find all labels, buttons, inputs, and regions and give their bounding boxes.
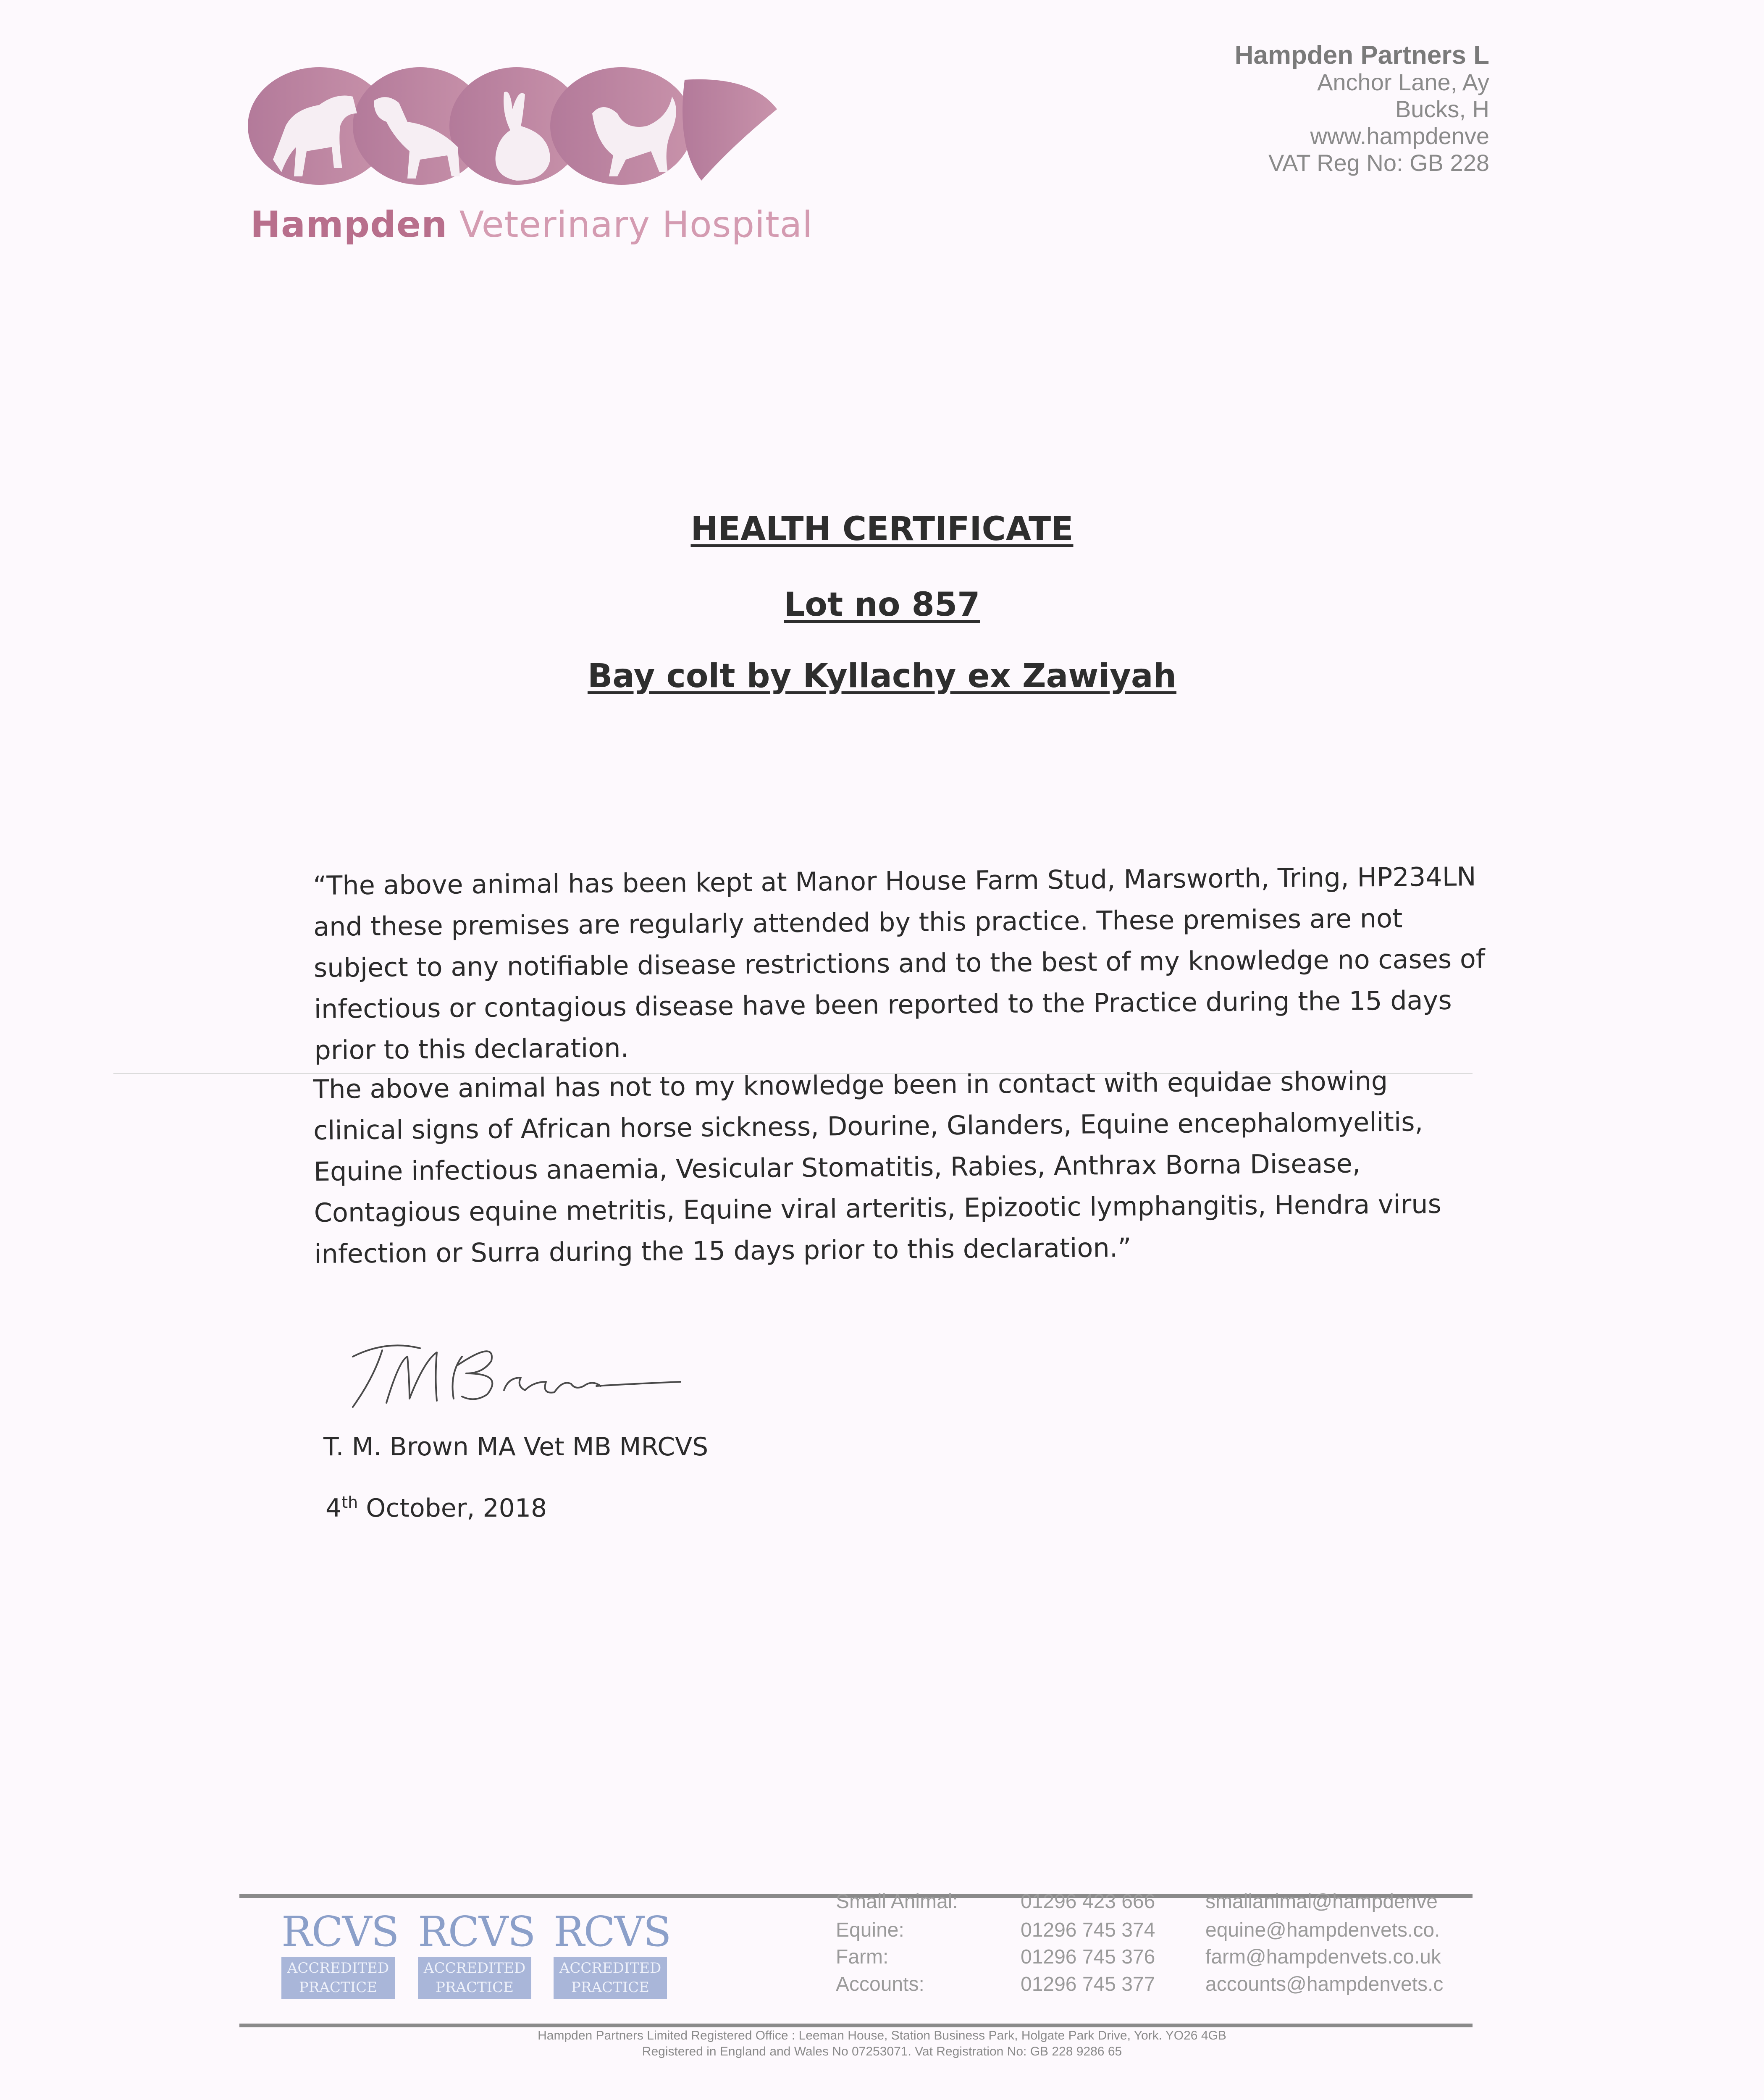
contact-phone-small-animal: 01296 423 666: [1021, 1890, 1155, 1913]
handwritten-signature: [336, 1323, 756, 1432]
contact-email-farm: farm@hampdenvets.co.uk: [1205, 1946, 1441, 1968]
date-month-year: October, 2018: [358, 1494, 547, 1523]
contact-email-equine: equine@hampdenvets.co.: [1205, 1919, 1440, 1941]
rcvs-mark: RCVS: [418, 1908, 535, 1956]
contact-label-accounts: Accounts:: [836, 1973, 924, 1995]
rcvs-accredited-badge: [281, 1909, 403, 2010]
logo-wordmark: [250, 204, 813, 246]
date-day: 4: [326, 1494, 342, 1523]
horse-description: Bay colt by Kyllachy ex Zawiyah: [587, 657, 1177, 695]
rcvs-mark: RCVS: [554, 1908, 671, 1956]
contact-email-small-animal: smallanimal@hampdenve: [1205, 1890, 1438, 1913]
footer-rule-bottom: [239, 2024, 1473, 2027]
signatory-name: T. M. Brown MA Vet MB MRCVS: [323, 1432, 709, 1462]
logo-name-light: Veterinary Hospital: [459, 204, 813, 246]
rcvs-mark: RCVS: [281, 1908, 399, 1956]
address-line-1: Anchor Lane, Ay: [1317, 69, 1489, 95]
declaration-paragraph-1: “The above animal has been kept at Manor House Farm Stud, Marsworth, Tring, HP234LN and these premises are regularly attended by this practice. These premises are not subject to any notifiable disease restrictions and to the best of my knowledge no cases of infectious or contagious disease have been reported to the Practice during the 15 days prior to this declaration.: [313, 861, 1485, 1066]
contact-phone-farm: 01296 745 376: [1021, 1946, 1155, 1968]
contact-email-accounts: accounts@hampdenvets.c: [1205, 1973, 1444, 1995]
company-address: [1195, 42, 1489, 176]
accredited-practice-label: [281, 1957, 395, 1999]
date-suffix: th: [341, 1493, 358, 1512]
vat-number: VAT Reg No: GB 228: [1268, 150, 1489, 176]
logo-name-bold: Hampden: [250, 204, 448, 246]
address-line-2: Bucks, H: [1395, 96, 1489, 122]
accredited-text: ACCREDITED: [287, 1960, 389, 1977]
lot-number: Lot no 857: [784, 586, 980, 624]
contact-phone-equine: 01296 745 374: [1021, 1919, 1155, 1941]
accredited-practice-label: [554, 1957, 667, 1999]
practice-text: PRACTICE: [299, 1979, 377, 1996]
contact-label-farm: Farm:: [836, 1946, 889, 1968]
accredited-text: ACCREDITED: [423, 1960, 526, 1977]
hampden-logo: [248, 63, 813, 260]
practice-text: PRACTICE: [571, 1979, 649, 1996]
certificate-date: [326, 1493, 547, 1523]
company-registration: Registered in England and Wales No 07253071. Vat Registration No: GB 228 9286 65: [642, 2045, 1122, 2058]
company-name: Hampden Partners L: [1234, 41, 1489, 70]
contact-label-small-animal: Small Animal:: [836, 1890, 958, 1913]
declaration-paragraph-2: The above animal has not to my knowledge been in contact with equidae showing clinical signs of African horse sickness, Dourine, Glanders, Equine encephalomyelitis, Equine infectious anaemia, Vesicular Stomatitis, Rabies, Anthrax Borna Disease, Contagious equine metritis, Equine viral arteritis, Epizootic lymphangitis, Hendra virus infection or Surra during the 15 days prior to this declaration.”: [313, 1065, 1442, 1269]
rcvs-accredited-badge: [554, 1909, 675, 2010]
animal-silhouettes-logo: [248, 63, 806, 202]
contact-label-equine: Equine:: [836, 1919, 904, 1941]
registered-office: Hampden Partners Limited Registered Office : Leeman House, Station Business Park, Holgate Park Drive, York. YO26 4GB: [538, 2029, 1226, 2042]
accredited-practice-label: [418, 1957, 531, 1999]
accredited-text: ACCREDITED: [559, 1960, 662, 1977]
contact-phone-accounts: 01296 745 377: [1021, 1973, 1155, 1995]
website: www.hampdenve: [1310, 123, 1489, 149]
rcvs-accredited-badge: [418, 1909, 540, 2010]
practice-text: PRACTICE: [436, 1979, 514, 1996]
certificate-title: HEALTH CERTIFICATE: [690, 510, 1074, 548]
